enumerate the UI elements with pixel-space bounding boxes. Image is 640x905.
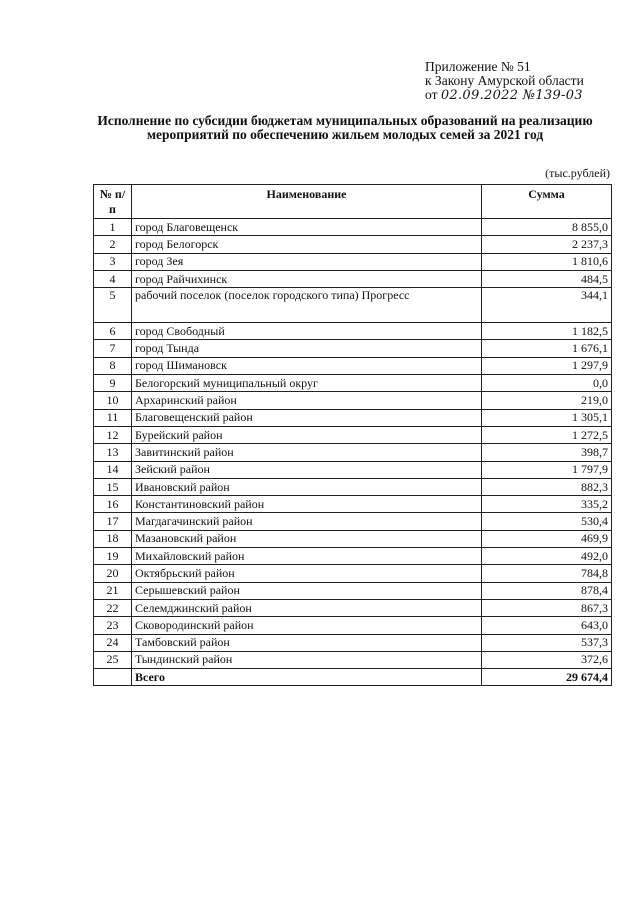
row-number: 1 [94, 219, 132, 236]
table-row [94, 288, 612, 323]
row-name: город Свободный [132, 323, 482, 340]
row-number: 22 [94, 599, 132, 616]
table-row [94, 599, 612, 616]
row-name: Тамбовский район [132, 634, 482, 651]
table-row [94, 270, 612, 287]
row-sum: 2 237,3 [482, 236, 612, 253]
row-sum: 1 676,1 [482, 340, 612, 357]
row-sum: 8 855,0 [482, 219, 612, 236]
appendix-date-line [425, 88, 584, 103]
row-sum: 1 810,6 [482, 253, 612, 270]
row-name: Михайловский район [132, 548, 482, 565]
table-row [94, 219, 612, 236]
row-sum: 867,3 [482, 599, 612, 616]
row-number: 17 [94, 513, 132, 530]
row-sum: 537,3 [482, 634, 612, 651]
row-number: 12 [94, 426, 132, 443]
total-sum: 29 674,4 [482, 669, 612, 686]
row-number: 6 [94, 323, 132, 340]
handwritten-date-number: 02.09.2022 №139-03 [440, 88, 583, 103]
row-name: Сковородинский район [132, 617, 482, 634]
appendix-header [425, 60, 584, 103]
row-number: 10 [94, 392, 132, 409]
row-sum: 484,5 [482, 270, 612, 287]
row-name: Архаринский район [132, 392, 482, 409]
row-number: 16 [94, 496, 132, 513]
row-name: Селемджинский район [132, 599, 482, 616]
row-number: 5 [94, 288, 132, 323]
appendix-date-prefix: от [425, 87, 438, 102]
row-sum: 1 797,9 [482, 461, 612, 478]
row-sum: 344,1 [482, 288, 612, 323]
row-number: 24 [94, 634, 132, 651]
table-row [94, 253, 612, 270]
row-name: Завитинский район [132, 444, 482, 461]
header-number: № п/п [94, 185, 132, 219]
table-header-row [94, 185, 612, 219]
row-name: Октябрьский район [132, 565, 482, 582]
row-number: 25 [94, 651, 132, 668]
table-row [94, 426, 612, 443]
row-sum: 1 297,9 [482, 357, 612, 374]
row-sum: 1 182,5 [482, 323, 612, 340]
table-row [94, 617, 612, 634]
row-name: город Шимановск [132, 357, 482, 374]
table-row [94, 496, 612, 513]
row-name: город Тында [132, 340, 482, 357]
total-label: Всего [132, 669, 482, 686]
table-row [94, 651, 612, 668]
row-name: рабочий поселок (поселок городского типа) Прогресс [132, 288, 482, 323]
row-number: 21 [94, 582, 132, 599]
row-name: Бурейский район [132, 426, 482, 443]
table-row [94, 444, 612, 461]
row-name: Ивановский район [132, 478, 482, 495]
row-sum: 469,9 [482, 530, 612, 547]
row-sum: 1 305,1 [482, 409, 612, 426]
header-name: Наименование [132, 185, 482, 219]
row-sum: 398,7 [482, 444, 612, 461]
units-label: (тыс.рублей) [545, 166, 610, 180]
row-name: город Белогорск [132, 236, 482, 253]
header-sum: Сумма [482, 185, 612, 219]
row-sum: 784,8 [482, 565, 612, 582]
table-row [94, 582, 612, 599]
row-sum: 492,0 [482, 548, 612, 565]
table-row [94, 392, 612, 409]
row-number: 23 [94, 617, 132, 634]
row-name: город Райчихинск [132, 270, 482, 287]
row-name: Зейский район [132, 461, 482, 478]
row-sum: 643,0 [482, 617, 612, 634]
table-row [94, 236, 612, 253]
table-row [94, 357, 612, 374]
row-name: город Зея [132, 253, 482, 270]
document-title: Исполнение по субсидии бюджетам муниципальных образований на реализацию мероприятий по обеспечению жильем молодых семей за 2021 год [97, 113, 593, 142]
table-row [94, 530, 612, 547]
total-number-cell [94, 669, 132, 686]
row-sum: 372,6 [482, 651, 612, 668]
table-row [94, 409, 612, 426]
table-row [94, 548, 612, 565]
row-number: 4 [94, 270, 132, 287]
row-number: 2 [94, 236, 132, 253]
table-row [94, 340, 612, 357]
row-name: Мазановский район [132, 530, 482, 547]
table-row [94, 513, 612, 530]
row-name: Тындинский район [132, 651, 482, 668]
table-row [94, 375, 612, 392]
row-name: Серышевский район [132, 582, 482, 599]
row-number: 15 [94, 478, 132, 495]
row-number: 18 [94, 530, 132, 547]
row-number: 7 [94, 340, 132, 357]
appendix-law: к Закону Амурской области [425, 73, 584, 88]
row-sum: 1 272,5 [482, 426, 612, 443]
row-number: 19 [94, 548, 132, 565]
row-number: 9 [94, 375, 132, 392]
row-number: 8 [94, 357, 132, 374]
row-number: 3 [94, 253, 132, 270]
total-row [94, 669, 612, 686]
row-name: Константиновский район [132, 496, 482, 513]
row-number: 13 [94, 444, 132, 461]
table-row [94, 478, 612, 495]
row-number: 11 [94, 409, 132, 426]
row-sum: 530,4 [482, 513, 612, 530]
row-number: 14 [94, 461, 132, 478]
row-sum: 882,3 [482, 478, 612, 495]
table-row [94, 565, 612, 582]
row-name: город Благовещенск [132, 219, 482, 236]
row-number: 20 [94, 565, 132, 582]
table-row [94, 461, 612, 478]
appendix-number: Приложение № 51 [425, 59, 531, 74]
row-sum: 878,4 [482, 582, 612, 599]
table-row [94, 323, 612, 340]
row-name: Благовещенский район [132, 409, 482, 426]
row-name: Магдагачинский район [132, 513, 482, 530]
row-sum: 335,2 [482, 496, 612, 513]
row-sum: 219,0 [482, 392, 612, 409]
row-name: Белогорский муниципальный округ [132, 375, 482, 392]
subsidy-table [93, 184, 612, 686]
row-sum: 0,0 [482, 375, 612, 392]
table-row [94, 634, 612, 651]
